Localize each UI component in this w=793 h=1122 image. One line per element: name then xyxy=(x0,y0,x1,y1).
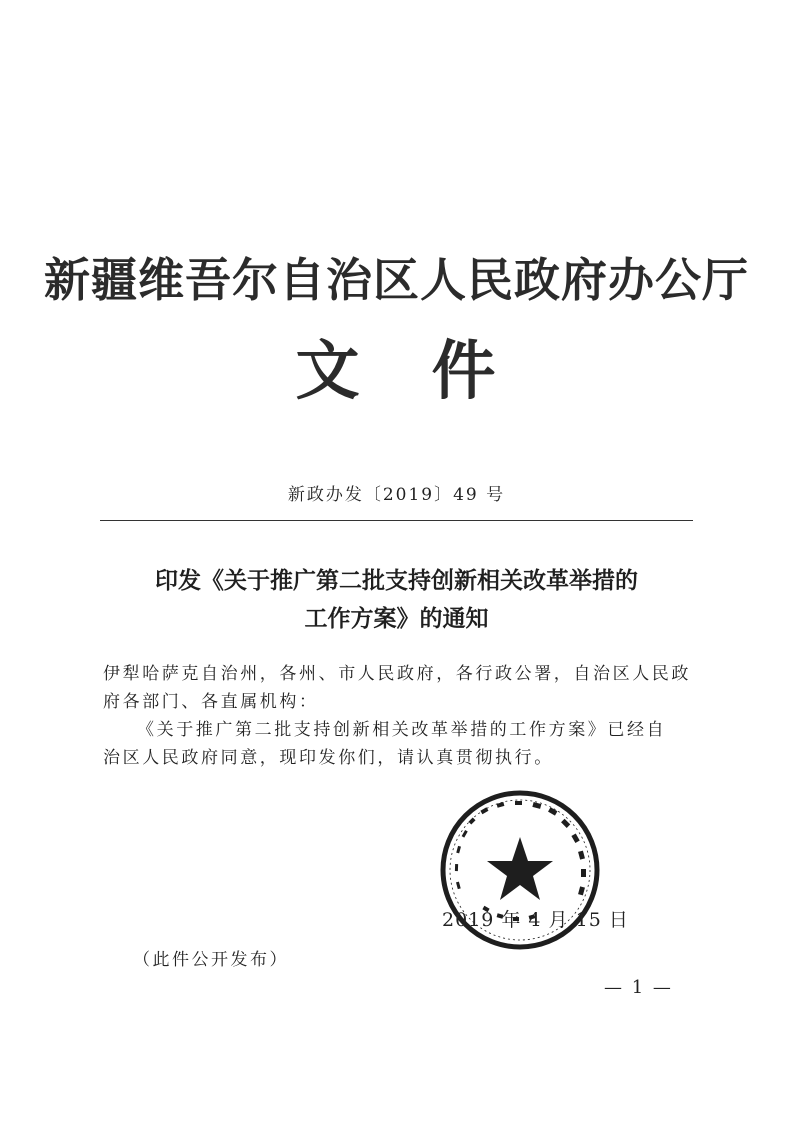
public-release-note: （此件公开发布） xyxy=(133,950,289,970)
document-number: 新政办发〔2019〕49 号 xyxy=(287,485,506,505)
notice-title xyxy=(90,562,703,638)
recipients-line-1: 伊犁哈萨克自治州，各州、市人民政府，各行政公署，自治区人民政 xyxy=(103,664,691,684)
doc-word-char-1: 文 xyxy=(295,335,362,409)
doc-word-char-2: 件 xyxy=(431,335,498,409)
notice-body xyxy=(103,660,693,772)
header-divider xyxy=(100,520,693,521)
issue-date: 2019 年 4 月 15 日 xyxy=(442,909,629,931)
paragraph-line-1: 《关于推广第二批支持创新相关改革举措的工作方案》已经自 xyxy=(137,720,667,740)
issuer-heading: 新疆维吾尔自治区人民政府办公厅 xyxy=(44,253,749,307)
notice-title-line-2: 工作方案》的通知 xyxy=(304,606,489,632)
page-number: — 1 — xyxy=(604,977,673,998)
document-word-heading xyxy=(0,320,793,412)
paragraph-line-2: 治区人民政府同意，现印发你们，请认真贯彻执行。 xyxy=(103,748,554,768)
notice-title-line-1: 印发《关于推广第二批支持创新相关改革举措的 xyxy=(155,568,638,594)
recipients-line-2: 府各部门、各直属机构： xyxy=(103,692,319,712)
